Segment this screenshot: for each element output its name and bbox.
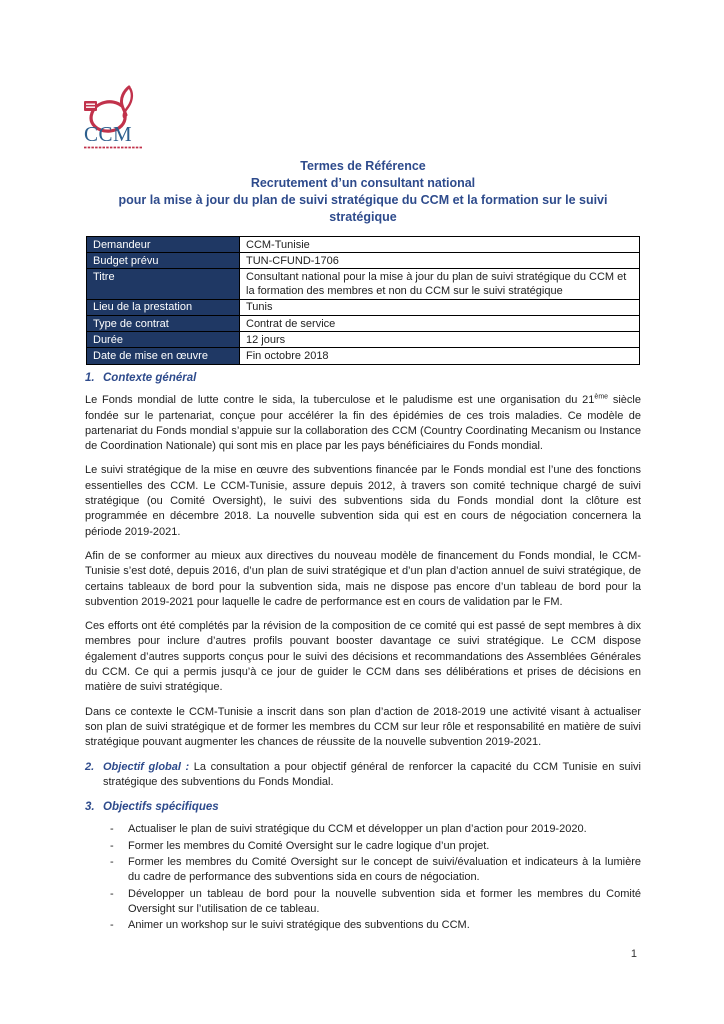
- bullet-marker: -: [110, 887, 114, 900]
- paragraph-text: siècle fondée sur le partenariat, conçue pour accélérer la fin des épidémies de ces trois maladies. Ce modèle de partenariat du Fonds mondial s’appuie sur la collaboration des CCM (Country Coordinating Mecanism ou Instance de Coordination Nationale) qui sont mis en place par les pays bénéficiaires du Fonds mondial.: [85, 394, 641, 453]
- logo-acronym: CCM: [84, 122, 133, 146]
- section-number: 3.: [85, 801, 95, 814]
- info-value: Tunis: [240, 299, 640, 315]
- ccm-logo: [84, 84, 144, 152]
- info-row: [87, 299, 640, 315]
- section-heading-text: Contexte général: [103, 372, 197, 384]
- section-3-heading: [85, 800, 641, 815]
- list-item-text: Animer un workshop sur le suivi stratégique des subventions du CCM.: [128, 919, 470, 932]
- info-label: Durée: [87, 332, 240, 348]
- section-heading-text: Objectifs spécifiques: [103, 801, 219, 814]
- list-item: [85, 887, 641, 918]
- bullet-marker: -: [110, 839, 114, 852]
- info-label: Demandeur: [87, 237, 240, 253]
- info-row: [87, 316, 640, 332]
- info-label: Lieu de la prestation: [87, 299, 240, 315]
- info-label: Date de mise en œuvre: [87, 348, 240, 364]
- list-item-text: Actualiser le plan de suivi stratégique du CCM et développer un plan d’action pour 2019-2020.: [128, 823, 587, 836]
- paragraph-contexte-2: Le suivi stratégique de la mise en œuvre des subventions financée par le Fonds mondial est l’une des fonctions essentielles des CCM. Le CCM-Tunisie, assure depuis 2012, à travers son comité technique chargé de suivi stratégique (ou Comité Oversight), le suivi des subventions sida du Fonds mondial dont la clôture est programmée en décembre 2018. La nouvelle subvention sida qui est en cours de négociation concernera la période 2019-2021.: [85, 464, 641, 538]
- info-label: Titre: [87, 269, 240, 299]
- info-row: [87, 237, 640, 253]
- info-value: Contrat de service: [240, 316, 640, 332]
- section-heading-text: Objectif global :: [103, 760, 190, 773]
- section-1-heading: [85, 371, 641, 386]
- info-table: [86, 236, 640, 365]
- info-row: [87, 253, 640, 269]
- title-line-2: Recrutement d’un consultant national: [250, 176, 476, 190]
- info-row: [87, 332, 640, 348]
- bullet-marker: -: [110, 823, 114, 836]
- list-item: [85, 855, 641, 886]
- paragraph-contexte-5: Dans ce contexte le CCM-Tunisie a inscrit dans son plan d’action de 2018-2019 une activité visant à actualiser son plan de suivi stratégique et de former les membres du CCM sur leur rôle et responsabilité en matière de suivi stratégique pouvant augmenter les chances de réussite de la nouvelle subvention 2019-2021.: [85, 705, 641, 749]
- info-value: Fin octobre 2018: [240, 348, 640, 364]
- list-item-text: Former les membres du Comité Oversight sur le concept de suivi/évaluation et indicateurs à la lumière du cadre de performance des subventions sida en cours de négociation.: [128, 856, 641, 884]
- document-title: [84, 158, 642, 226]
- section-number: 1.: [85, 372, 95, 384]
- list-item: [85, 918, 641, 933]
- page-number: 1: [630, 948, 637, 960]
- section-2-paragraph: [85, 760, 641, 791]
- list-item: [85, 822, 641, 837]
- objectives-list: [85, 822, 641, 933]
- section-number: 2.: [85, 760, 95, 773]
- bullet-marker: -: [110, 856, 114, 869]
- info-row: [87, 348, 640, 364]
- list-item-text: Développer un tableau de bord pour la nouvelle subvention sida et former les membres du Comité Oversight sur l’utilisation de ce tableau.: [128, 887, 641, 915]
- paragraph-contexte-1: [85, 393, 641, 454]
- title-line-3: pour la mise à jour du plan de suivi stratégique du CCM et la formation sur le suivi stratégique: [118, 193, 608, 224]
- info-value: TUN-CFUND-1706: [240, 253, 640, 269]
- red-ribbon-icon: [84, 84, 144, 152]
- paragraph-contexte-4: Ces efforts ont été complétés par la révision de la composition de ce comité qui est passé de sept membres à dix membres pour inclure d’autres profils pouvant booster davantage ce suivi stratégique. Le CCM dispose également d’autres supports conçus pour le suivi des décisions et recommandations des Assemblées Générales du CCM. Ce qui a permis jusqu’à ce jour de guider le CCM dans ses délibérations et prises de décisions en matière de suivi stratégique.: [85, 620, 641, 694]
- paragraph-contexte-3: Afin de se conformer au mieux aux directives du nouveau modèle de financement du Fonds mondial, le CCM-Tunisie s’est doté, depuis 2016, d’un plan de suivi stratégique et d’un plan d’action annuel de suivi stratégique, de certains tableaux de bord pour la subvention sida, mais ne dispose pas encore d’un tableau de bord pour la subvention 2019-2021 pour laquelle le cadre de performance est en cours de validation par le FM.: [85, 549, 641, 608]
- section-text: La consultation a pour objectif général de renforcer la capacité du CCM Tunisie en suivi stratégique des subventions du Fonds Mondial.: [103, 760, 641, 788]
- info-value: 12 jours: [240, 332, 640, 348]
- bullet-marker: -: [110, 919, 114, 932]
- document-body: [85, 371, 641, 935]
- info-label: Type de contrat: [87, 316, 240, 332]
- list-item-text: Former les membres du Comité Oversight sur le cadre logique d’un projet.: [128, 839, 490, 852]
- list-item: [85, 839, 641, 854]
- paragraph-text: Le Fonds mondial de lutte contre le sida, la tuberculose et le paludisme est une organisation du 21: [85, 394, 595, 407]
- info-row: [87, 269, 640, 299]
- info-label: Budget prévu: [87, 253, 240, 269]
- title-line-1: Termes de Référence: [300, 159, 426, 173]
- superscript-eme: ème: [594, 393, 609, 401]
- logo-tag: [84, 101, 97, 111]
- info-value: CCM-Tunisie: [240, 237, 640, 253]
- info-value: Consultant national pour la mise à jour du plan de suivi stratégique du CCM et la formation des membres et non du CCM sur le suivi stratégique: [240, 269, 640, 299]
